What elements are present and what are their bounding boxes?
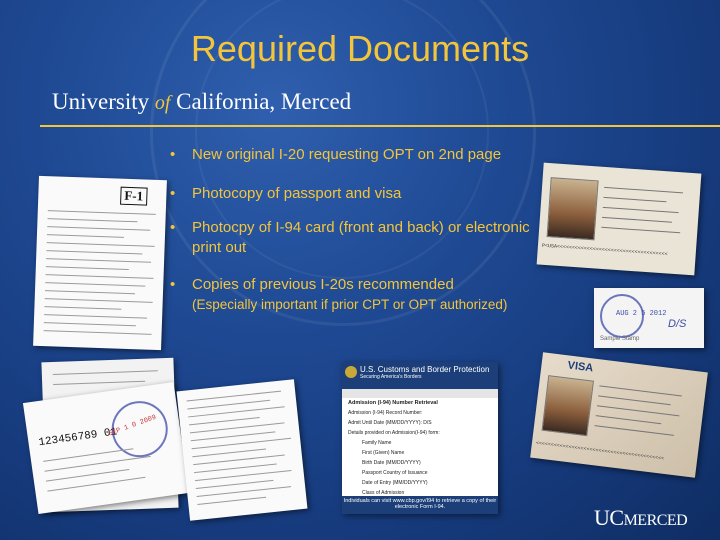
uc-merced-logo: [594, 505, 687, 531]
cbp-row: Class of Admission: [362, 490, 405, 496]
bullet-text: Photocpy of I-94 card (front and back) or electronic print out: [192, 219, 530, 256]
wordmark-university: University: [52, 89, 150, 114]
cbp-row: Birth Date (MM/DD/YYYY): [362, 460, 421, 466]
bullet-item: • New original I-20 requesting OPT on 2nd page: [170, 146, 502, 163]
bullet-item: • Photocopy of passport and visa: [170, 185, 402, 202]
visa-label: VISA: [566, 359, 594, 375]
entry-stamp-image: [594, 288, 704, 348]
bullet-list: [170, 146, 570, 312]
logo-uc: UC: [594, 505, 624, 530]
bullet-note: (Especially important if prior CPT or OPT authorized): [192, 297, 508, 312]
visa-mrz: <<<<<<<<<<<<<<<<<<<<<<<<<<<<<<<<<<<<<<<<<<<: [535, 440, 665, 462]
wordmark-campus: California, Merced: [176, 89, 352, 114]
cbp-row: Details provided on Admission(I-94) form:: [348, 430, 440, 436]
previous-i20-image: [23, 382, 189, 514]
entry-stamp-status: D/S: [668, 318, 687, 330]
bullet-text: New original I-20 requesting OPT on 2nd page: [192, 146, 502, 163]
bullet-text: Photocopy of passport and visa: [192, 185, 402, 202]
previous-i20-page-image: [177, 379, 308, 521]
passport-mrz: P<USA<<<<<<<<<<<<<<<<<<<<<<<<<<<<<<<<<<<<<: [541, 242, 668, 258]
bullet-item: • Copies of previous I-20s recommended: [170, 276, 454, 293]
wordmark-of: of: [154, 92, 171, 114]
cbp-footer: Individuals can visit www.cbp.gov/I94 to retrieve a copy of their electronic Form I-94.: [342, 496, 498, 514]
cbp-subtitle: Securing America's Borders: [360, 374, 422, 380]
cbp-header: [342, 362, 498, 389]
cbp-nav-bar: [342, 389, 498, 398]
entry-stamp-caption: Sample Stamp: [600, 336, 640, 342]
cbp-form-title: Admission (I-94) Number Retrieval: [348, 400, 438, 406]
cbp-row: Passport Country of Issuance: [362, 470, 428, 476]
cbp-row: First (Given) Name: [362, 450, 405, 456]
cbp-row: Admit Until Date (MM/DD/YYYY): D/S: [348, 420, 432, 426]
bullet-item: • Photocpy of I-94 card (front and back) or electronic print out: [170, 219, 530, 256]
i20-form-image: [33, 176, 167, 350]
i94-printout-image: [342, 362, 498, 514]
cbp-row: Admission (I-94) Record Number:: [348, 410, 423, 416]
slide-title: Required Documents: [190, 28, 530, 69]
old-stamp-date: SEP 1 0 2009: [107, 413, 158, 439]
header-rule: [40, 125, 720, 127]
visa-photo: [542, 375, 594, 436]
logo-merced: MERCED: [623, 512, 688, 529]
i20-number: 123456789 01: [37, 426, 118, 450]
dhs-seal-icon: [345, 366, 357, 378]
cbp-row: Date of Entry (MM/DD/YYYY): [362, 480, 428, 486]
cbp-row: Family Name: [362, 440, 392, 446]
cbp-title: U.S. Customs and Border Protection: [360, 365, 490, 374]
entry-stamp-date: AUG 2 5 2012: [616, 310, 667, 318]
university-wordmark: [52, 89, 351, 115]
visa-image: [530, 352, 708, 477]
f1-label: F-1: [120, 187, 147, 206]
bullet-text: Copies of previous I-20s recommended: [192, 276, 454, 293]
